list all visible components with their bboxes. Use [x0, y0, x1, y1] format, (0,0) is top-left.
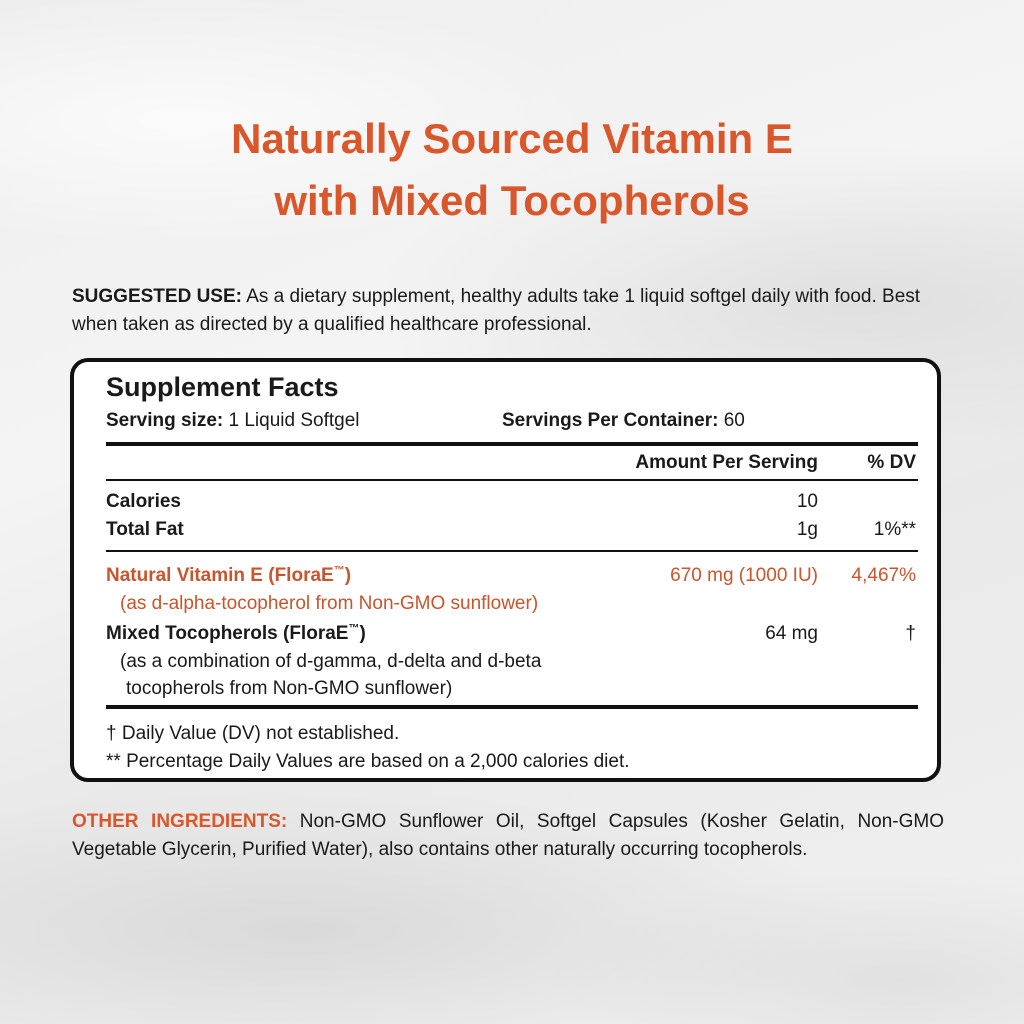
row-vitamin-e-dv: 4,467% [851, 565, 916, 586]
row-mixed-tocopherols-dv: † [905, 623, 916, 644]
divider-thick [106, 705, 918, 709]
row-total-fat-dv: 1%** [873, 519, 916, 540]
servings-value: 60 [723, 410, 745, 431]
header-amount-per-serving: Amount Per Serving [635, 452, 818, 473]
row-mixed-tocopherols-name: Mixed Tocopherols (FloraE™) [106, 622, 366, 644]
row-mixed-tocopherols-source-2: tocopherols from Non-GMO sunflower) [126, 678, 453, 699]
row-mixed-tocopherols-source-1: (as a combination of d-gamma, d-delta and d-beta [120, 651, 542, 672]
divider-thick [106, 442, 918, 446]
title-line-1: Naturally Sourced Vitamin E [231, 115, 793, 162]
supplement-facts-title: Supplement Facts [106, 372, 339, 402]
row-calories-amount: 10 [796, 491, 818, 512]
serving-size-label: Serving size: [106, 410, 224, 431]
row-mixed-tocopherols [106, 620, 918, 648]
suggested-use-text: As a dietary supplement, healthy adults take 1 liquid softgel daily with food. Best when taken as directed by a qualified healthcare professional. [72, 286, 921, 335]
header-daily-value: % DV [867, 452, 916, 473]
other-ingredients-text: Non-GMO Sunflower Oil, Softgel Capsules (Kosher Gelatin, Non-GMO Vegetable Glycerin, Purified Water), also contains other naturally occurring tocopherols. [72, 811, 945, 860]
row-vitamin-e-source: (as d-alpha-tocopherol from Non-GMO sunflower) [120, 593, 539, 614]
row-calories-name: Calories [106, 491, 181, 512]
page-title [0, 108, 1024, 232]
row-vitamin-e-amount: 670 mg (1000 IU) [670, 565, 818, 586]
row-calories [106, 488, 918, 516]
row-vitamin-e-name: Natural Vitamin E (FloraE™) [106, 564, 352, 586]
serving-size [106, 410, 360, 432]
suggested-use-label: SUGGESTED USE: [72, 286, 242, 307]
other-ingredients-label: OTHER INGREDIENTS: [72, 811, 288, 832]
serving-size-value: 1 Liquid Softgel [228, 410, 360, 431]
divider [106, 479, 918, 481]
row-mixed-tocopherols-amount: 64 mg [765, 623, 818, 644]
row-total-fat-amount: 1g [796, 519, 818, 540]
row-total-fat [106, 516, 918, 544]
other-ingredients [72, 808, 944, 864]
title-line-2: with Mixed Tocopherols [274, 177, 750, 224]
servings-label: Servings Per Container: [502, 410, 719, 431]
suggested-use [72, 283, 952, 339]
footnote-dv-not-established: † Daily Value (DV) not established. [106, 723, 400, 744]
divider [106, 550, 918, 552]
servings-per-container [502, 410, 745, 432]
row-vitamin-e [106, 562, 918, 590]
supplement-facts-panel [70, 358, 941, 782]
row-total-fat-name: Total Fat [106, 519, 184, 540]
footnote-percent-daily-values: ** Percentage Daily Values are based on a 2,000 calories diet. [106, 751, 630, 772]
